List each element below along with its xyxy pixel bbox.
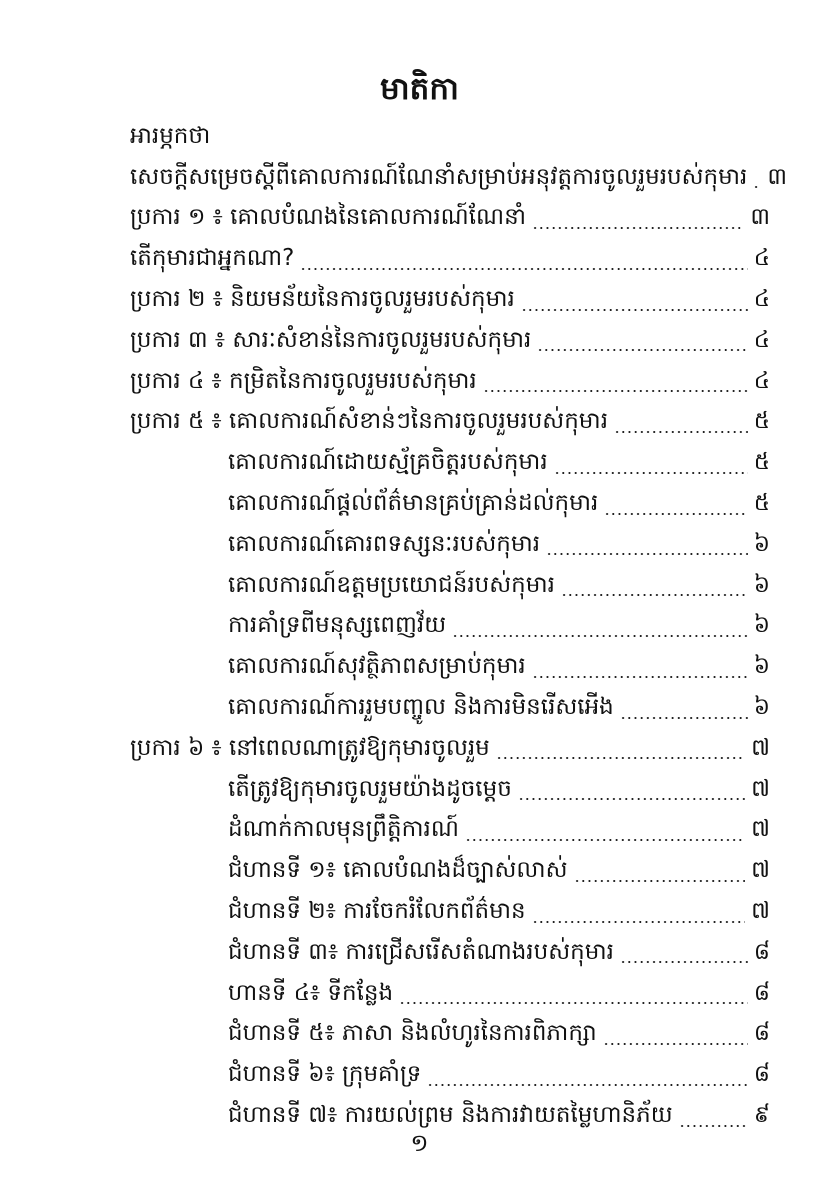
- page-number: ១: [410, 1129, 429, 1157]
- toc-entry: [130, 200, 770, 241]
- toc-entry-page: ៤: [753, 286, 770, 313]
- dot-leader: [614, 431, 748, 433]
- toc-entry: [130, 118, 770, 159]
- toc-entry-label: ប្រការ ២ ៖ និយមន័យនៃការចូលរួមរបស់កុមារ: [130, 286, 515, 313]
- dot-leader: [604, 513, 747, 515]
- toc-entry-label: សេចក្តីសម្រេចស្តីពីគោលការណ៍ណែនាំសម្រាប់អនុវត្តការចូលរួមរបស់កុមារ: [130, 163, 748, 190]
- dot-leader: [518, 798, 745, 800]
- toc-entry-page: ៣: [750, 204, 770, 231]
- toc-entry-page: ៥: [753, 408, 770, 435]
- dot-leader: [574, 880, 746, 882]
- toc-entry: [130, 975, 770, 1016]
- toc-entry-label: គោលការណ៍ដោយស្ម័គ្រចិត្តរបស់កុមារ: [228, 449, 548, 476]
- toc-entry-label: អារម្ភកថា: [130, 122, 211, 149]
- dot-leader: [483, 390, 748, 392]
- dot-leader: [399, 1002, 748, 1004]
- toc-entry: [130, 1016, 770, 1057]
- toc-entry-label: ជំហានទី ២៖ ការចែករំលែកព័ត៌មាន: [228, 898, 526, 925]
- toc-entry-page: ៦: [753, 571, 770, 598]
- dot-leader: [532, 921, 745, 923]
- toc-entry-page: ៨: [753, 979, 770, 1006]
- toc-entry-label: គោលការណ៍គោរពទស្សនៈរបស់កុមារ: [228, 530, 541, 557]
- toc-entry: [130, 852, 770, 893]
- toc-entry: [130, 730, 770, 771]
- toc-entry: [130, 322, 770, 363]
- toc-entry-page: ៧: [751, 816, 770, 843]
- toc-entry-page: ៥: [753, 449, 770, 476]
- toc-entry: [130, 771, 770, 812]
- dot-leader: [532, 676, 748, 678]
- toc-entry: [130, 281, 770, 322]
- toc-entry-label: តើត្រូវឱ្យកុមារចូលរួមយ៉ាងដូចម្តេច: [228, 775, 512, 802]
- toc-entry-page: ៣: [767, 163, 787, 190]
- toc-entry-page: ៤: [753, 367, 770, 394]
- toc-entry-label: ការគាំទ្រពីមនុស្សពេញវ័យ: [228, 612, 447, 639]
- toc-entry-page: ៩: [753, 1102, 770, 1129]
- toc-entry: [130, 404, 770, 445]
- toc-entry-label: ដំណាក់កាលមុនព្រឹត្តិការណ៍: [228, 816, 459, 843]
- toc-entry-page: ៦: [753, 612, 770, 639]
- dot-leader: [620, 717, 748, 719]
- toc-entry: [130, 526, 770, 567]
- toc-entry-page: ៥: [753, 490, 770, 517]
- toc-entry-label: ជំហានទី ៥៖ ភាសា និងលំហូរនៃការពិភាក្សា: [228, 1020, 597, 1047]
- toc-entry-page: ៧: [751, 898, 770, 925]
- toc-entry: [130, 689, 770, 730]
- dot-leader: [300, 268, 747, 270]
- toc-entry-page: ៦: [753, 530, 770, 557]
- toc-entry-label: តើកុមារជាអ្នកណា?: [130, 245, 295, 272]
- toc-entry-label: គោលការណ៍ផ្តល់ព័ត៌មានគ្រប់គ្រាន់ដល់កុមារ: [228, 490, 599, 517]
- toc-entry: [130, 608, 770, 649]
- dot-leader: [537, 349, 747, 351]
- toc-entry-label: ប្រការ ៦ ៖ នៅពេលណាត្រូវឱ្យកុមារចូលរួម: [130, 734, 490, 761]
- toc-entry-label: គោលការណ៍ការរួមបញ្ចូល និងការមិនរើសអើង: [228, 694, 614, 721]
- toc-entry-label: ជំហានទី ៦៖ ក្រុមគាំទ្រ: [228, 1061, 422, 1088]
- toc-entry-label: ប្រការ ៥ ៖ គោលការណ៍សំខាន់ៗនៃការចូលរួមរបស់កុមារ: [130, 408, 609, 435]
- toc-entry-page: ៧: [751, 857, 770, 884]
- toc-entry-label: ប្រការ ៤ ៖ កម្រិតនៃការចូលរួមរបស់កុមារ: [130, 367, 477, 394]
- toc-entry: [130, 159, 787, 200]
- toc-entry-label: ជំហានទី ៧៖ ការយល់ព្រម និងការវាយតម្លៃហានិភ័យ: [228, 1102, 673, 1129]
- toc-entry: [130, 934, 770, 975]
- dot-leader: [753, 186, 761, 188]
- dot-leader: [546, 553, 748, 555]
- dot-leader: [532, 227, 744, 229]
- toc-entry-page: ៤: [753, 245, 770, 272]
- toc-entry: [130, 812, 770, 853]
- dot-leader: [521, 309, 748, 311]
- toc-entry: [130, 240, 770, 281]
- toc-entry-page: ៧: [751, 734, 770, 761]
- toc-entry: [130, 485, 770, 526]
- toc-entry: [130, 648, 770, 689]
- dot-leader: [554, 472, 748, 474]
- toc-entry: [130, 1056, 770, 1097]
- toc-entry-label: គោលការណ៍ឧត្តមប្រយោជន៍របស់កុមារ: [228, 571, 555, 598]
- toc-entry-page: ៨: [753, 1020, 770, 1047]
- toc-entry-label: ប្រការ ១ ៖ គោលបំណងនៃគោលការណ៍ណែនាំ: [130, 204, 527, 231]
- table-of-contents: [130, 118, 787, 1138]
- dot-leader: [603, 1043, 748, 1045]
- toc-entry-page: ៧: [751, 775, 770, 802]
- toc-title: មាតិកា: [380, 71, 459, 107]
- dot-leader: [496, 757, 745, 759]
- toc-entry-label: ហានទី ៤៖ ទីកន្លែង: [228, 979, 394, 1006]
- toc-entry-page: ៨: [753, 1061, 770, 1088]
- toc-entry-label: គោលការណ៍សុវត្ថិភាពសម្រាប់កុមារ: [228, 653, 526, 680]
- toc-entry-page: ៦: [753, 694, 770, 721]
- dot-leader: [465, 839, 745, 841]
- toc-entry-page: ៤: [753, 326, 770, 353]
- toc-entry-label: ប្រការ ៣ ៖ សារៈសំខាន់នៃការចូលរួមរបស់កុមារ: [130, 326, 532, 353]
- toc-entry: [130, 893, 770, 934]
- dot-leader: [427, 1084, 747, 1086]
- dot-leader: [620, 961, 748, 963]
- toc-entry-label: ជំហានទី ១៖ គោលបំណងដ៏ច្បាស់លាស់: [228, 857, 568, 884]
- dot-leader: [679, 1125, 748, 1127]
- toc-entry: [130, 363, 770, 404]
- toc-entry: [130, 444, 770, 485]
- toc-entry-page: ៦: [753, 653, 770, 680]
- toc-entry: [130, 567, 770, 608]
- toc-entry-page: ៨: [753, 938, 770, 965]
- dot-leader: [561, 594, 748, 596]
- toc-entry-label: ជំហានទី ៣៖ ការជ្រើសរើសតំណាងរបស់កុមារ: [228, 938, 614, 965]
- dot-leader: [452, 635, 748, 637]
